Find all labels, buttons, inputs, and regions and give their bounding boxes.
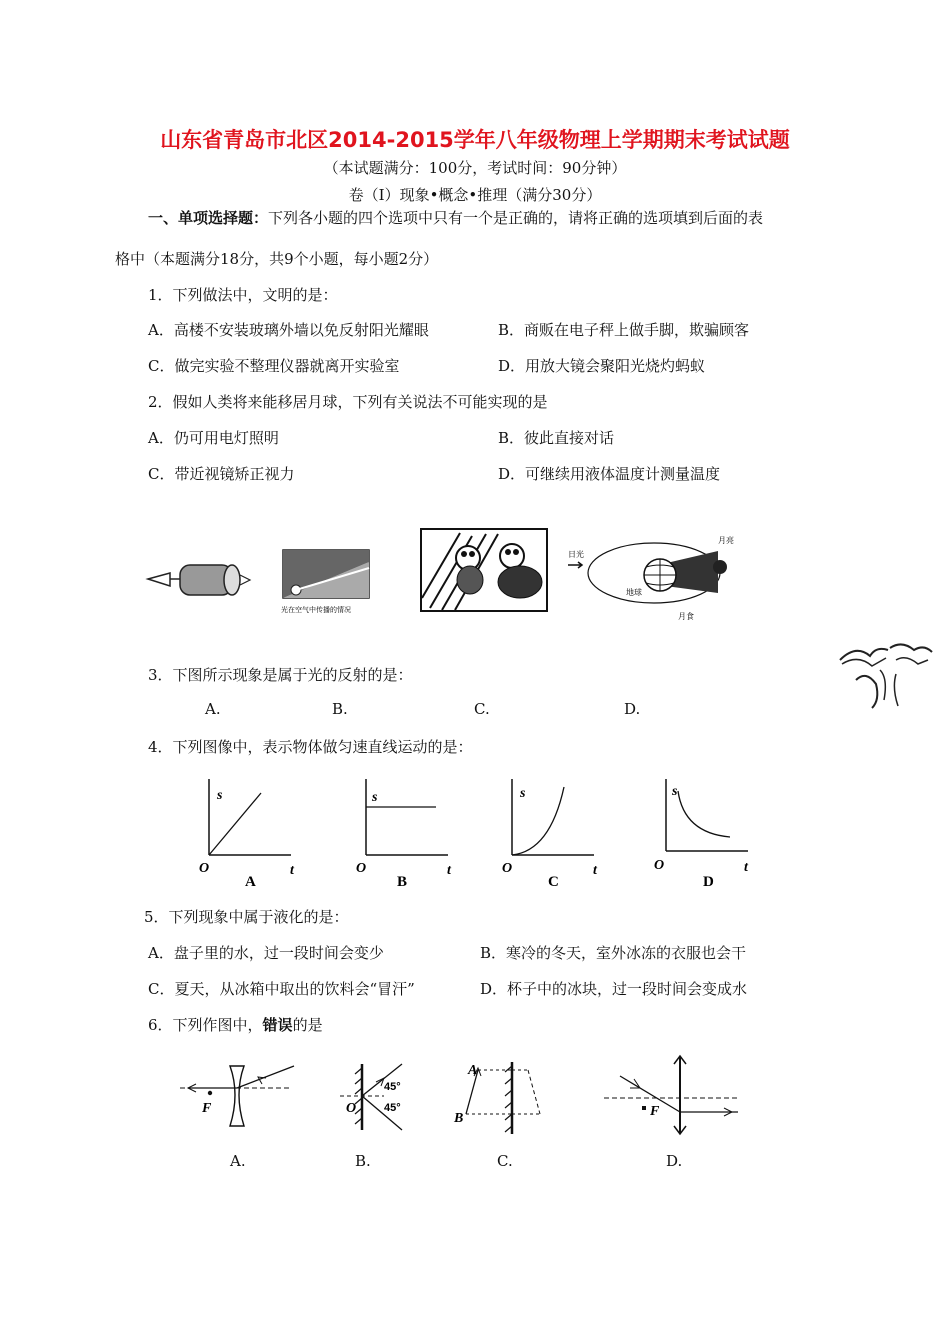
q3-option-a: A. xyxy=(205,700,221,718)
part1-intro xyxy=(148,207,763,228)
q6-figure-a-focus: F xyxy=(202,1101,212,1116)
q2-option-a: A．仍可用电灯照明 xyxy=(148,429,279,447)
q1-option-a: A．高楼不安装玻璃外墙以免反射阳光耀眼 xyxy=(148,321,429,339)
q5-option-a: A．盘子里的水，过一段时间会变少 xyxy=(148,944,384,962)
q3-figure-d-earth-label: 地球 xyxy=(626,588,642,597)
q4-graph-d-caption: D xyxy=(703,874,714,890)
q3-option-b: B. xyxy=(332,700,348,718)
part1-intro-line2: 格中（本题满分18分，共9个小题，每小题2分） xyxy=(115,250,439,268)
q1-option-d: D．用放大镜会聚阳光烧灼蚂蚁 xyxy=(498,357,706,375)
q2-option-c: C．带近视镜矫正视力 xyxy=(148,465,295,483)
q4-graph-b xyxy=(352,775,462,890)
section-title: 卷（Ⅰ）现象•概念•推理（满分30分） xyxy=(348,186,602,204)
q4-graph-d-y-label: s xyxy=(672,784,678,799)
q4-graph-c-x-label: t xyxy=(593,863,597,878)
q6-option-d: D. xyxy=(666,1152,683,1170)
q6-figure-d-focus: F xyxy=(650,1104,660,1119)
q4-graph-d xyxy=(652,775,762,890)
q3-figure-b-caption: 光在空气中传播的情况 xyxy=(281,606,351,614)
q3-option-c: C. xyxy=(474,700,490,718)
q4-graph-c-y-label: s xyxy=(520,786,526,801)
q4-graph-c xyxy=(498,775,608,890)
page-title: 山东省青岛市北区2014-2015学年八年级物理上学期期末考试试题 xyxy=(160,128,790,152)
q4-graph-a-caption: A xyxy=(245,874,256,890)
q4-graph-c-origin: O xyxy=(502,861,513,876)
q3-figure-a-shadow-play xyxy=(140,555,260,605)
q2-stem: 2．假如人类将来能移居月球，下列有关说法不可能实现的是 xyxy=(148,393,548,411)
q1-option-b: B．商贩在电子秤上做手脚，欺骗顾客 xyxy=(498,321,750,339)
q6-stem xyxy=(148,1014,323,1035)
q4-graph-b-origin: O xyxy=(356,861,367,876)
q3-figure-d-lunar-eclipse xyxy=(568,535,748,625)
q6-option-a: A. xyxy=(230,1152,246,1170)
q6-figure-c-a-label: A xyxy=(468,1063,478,1078)
q6-stem-before: 6．下列作图中， xyxy=(148,1016,263,1034)
q5-option-c: C．夏天，从冰箱中取出的饮料会“冒汗” xyxy=(148,980,415,998)
q2-option-d: D．可继续用液体温度计测量温度 xyxy=(498,465,721,483)
q1-stem: 1．下列做法中，文明的是： xyxy=(148,286,338,304)
exam-info: （本试题满分：100分，考试时间：90分钟） xyxy=(323,159,627,177)
q3-option-d: D. xyxy=(624,700,641,718)
q5-stem: 5．下列现象中属于液化的是： xyxy=(144,908,349,926)
q3-figure-d-eclipse-label: 月食 xyxy=(678,612,694,621)
q6-figure-b-angle1: 45° xyxy=(384,1081,401,1093)
margin-bird-sketch xyxy=(836,640,936,712)
part1-heading: 一、单项选择题： xyxy=(148,209,269,227)
q6-stem-bold: 错误 xyxy=(262,1016,293,1034)
q4-graph-b-caption: B xyxy=(397,874,408,890)
q6-option-c: C. xyxy=(497,1152,513,1170)
q6-figure-b-plane-mirror xyxy=(340,1058,420,1138)
q4-graph-b-y-label: s xyxy=(372,790,378,805)
q6-stem-after: 的是 xyxy=(292,1016,323,1034)
q4-graph-b-x-label: t xyxy=(447,863,451,878)
q5-option-d: D．杯子中的冰块，过一段时间会变成水 xyxy=(480,980,748,998)
q4-graph-c-caption: C xyxy=(548,874,559,890)
q6-figure-c-mirror-image xyxy=(452,1058,552,1138)
q6-figure-d-convex-lens xyxy=(604,1052,744,1138)
q4-stem: 4．下列图像中，表示物体做匀速直线运动的是： xyxy=(148,738,473,756)
q5-option-b: B．寒冷的冬天，室外冰冻的衣服也会干 xyxy=(480,944,747,962)
q3-figure-b-light-in-air xyxy=(282,548,372,618)
q3-figure-d-moon-label: 月亮 xyxy=(718,536,734,545)
q3-figure-c-panda-reflection xyxy=(420,528,548,612)
q4-graph-a-x-label: t xyxy=(290,863,294,878)
q4-graph-d-origin: O xyxy=(654,858,665,873)
part1-intro-line1: 下列各小题的四个选项中只有一个是正确的，请将正确的选项填到后面的表 xyxy=(268,209,764,227)
q4-graph-a xyxy=(195,775,305,890)
q3-stem: 3．下图所示现象是属于光的反射的是： xyxy=(148,666,413,684)
q6-figure-c-b-label: B xyxy=(454,1111,464,1126)
q6-option-b: B. xyxy=(355,1152,371,1170)
q4-graph-a-y-label: s xyxy=(217,788,223,803)
q4-graph-d-x-label: t xyxy=(744,860,748,875)
q6-figure-a-concave-lens xyxy=(180,1060,300,1134)
q3-figure-d-sun-label: 日光 xyxy=(568,550,584,559)
q1-option-c: C．做完实验不整理仪器就离开实验室 xyxy=(148,357,400,375)
q4-graph-a-origin: O xyxy=(199,861,210,876)
q6-figure-b-angle2: 45° xyxy=(384,1102,401,1114)
q2-option-b: B．彼此直接对话 xyxy=(498,429,615,447)
q6-figure-b-origin: O xyxy=(346,1101,357,1116)
